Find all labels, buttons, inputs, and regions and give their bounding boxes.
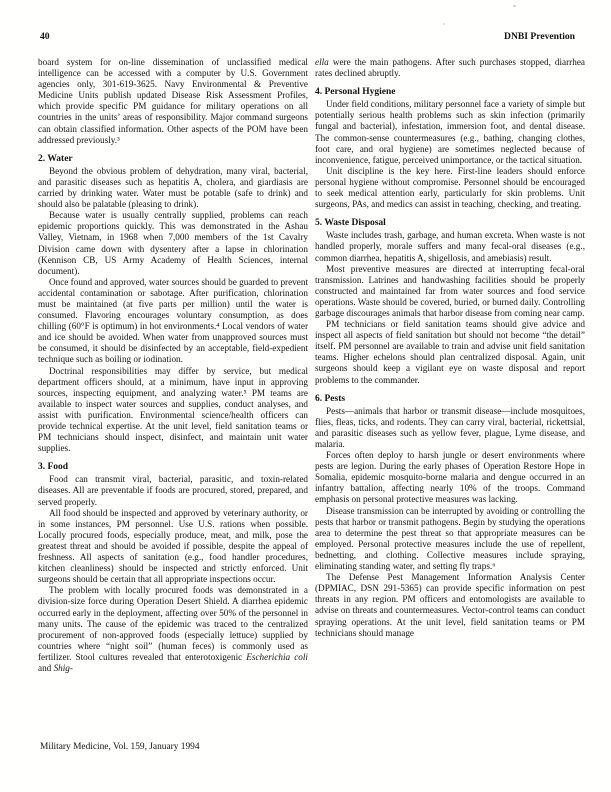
paragraph-intro-continuation: board system for on-line dissemination of unclassified medical intelligence can be accessed with a computer by U.S. Government agencies only, 301-619-3625. Navy Environmental & Preventive Medicine Units publish updated Disease Risk Assessment Profiles, which provide specific PM guidance for military operations on all countries in the units’ areas of responsibility. Major command surgeons can obtain classified information. Other aspects of the POM have been addressed previously.³: [38, 57, 308, 145]
right-column: [315, 57, 585, 674]
paragraph-food-continuation-rest: were the main pathogens. After such purchases stopped, diarrhea rates declined abruptly.: [315, 57, 585, 79]
paragraph-pests-4: The Defense Pest Management Information Analysis Center (DPMIAC, DSN 291-5365) can provide specific information on pest threats in any region. PM officers and entomologists are available to advise on threats and countermeasures. Vector-control teams can conduct spraying operations. At the unit level, field sanitation teams or PM technicians should manage: [315, 572, 585, 638]
running-header-row: [40, 31, 575, 42]
species-name-ecoli: Escherichia coli: [246, 651, 308, 662]
paragraph-water-3: Once found and approved, water sources should be guarded to prevent accidental contamination or sabotage. After purification, chlorination must be maintained (at five parts per million) until the water is consumed. Flavoring encourages voluntary consumption, as does chilling (60°F is optimum) in hot environments.⁴ Local vendors of water and ice should be avoided. When water from unapproved sources must be consumed, it should be disinfected by an acceptable, field-expedient technique such as boiling or iodination.: [38, 276, 308, 365]
paragraph-food-3-text: The problem with locally procured foods was demonstrated in a division-size force during Operation Desert Shield. A diarrhea epidemic occurred early in the deployment, affecting over 50% of the personnel in many units. The cause of the epidemic was traced to the centralized procurement of non-approved foods (especially lettuce) supplied by countries where “night soil” (human feces) is commonly used as fertilizer. Stool cultures revealed that enterotoxigenic: [38, 585, 308, 662]
section-heading-personal-hygiene: 4. Personal Hygiene: [315, 87, 396, 98]
paragraph-water-4: Doctrinal responsibilities may differ by service, but medical department officers should, at a minimum, have input in approving sources, inspecting equipment, and analyzing water.⁵ PM teams are available to inspect water sources and supplies, conduct analyses, and assist with purification. Environmental science/health officers can provide technical expertise. At the unit level, field sanitation teams or PM technicians should inspect, disinfect, and maintain unit water supplies.: [38, 365, 308, 454]
section-heading-waste-disposal: 5. Waste Disposal: [315, 218, 386, 229]
paragraph-food-3-mid: and: [38, 662, 54, 673]
scan-speck: [443, 23, 445, 25]
two-column-body: [38, 57, 586, 674]
scan-speck: [513, 5, 516, 7]
paragraph-waste-2: Most preventive measures are directed at interrupting fecal-oral transmission. Latrines and handwashing facilities should be properly constructed and maintained far from water sources and food service operations. Waste should be covered, buried, or burned daily. Controlling garbage discourages animals that harbor disease from coming near camp.: [315, 263, 585, 318]
section-heading-food: 3. Food: [38, 462, 69, 473]
paragraph-food-continuation: [315, 57, 585, 79]
paragraph-waste-1: Waste includes trash, garbage, and human excreta. When waste is not handled properly, morale suffers and many fecal-oral diseases (e.g., common diarrhea, hepatitis A, shigellosis, and amebiasis) result.: [315, 230, 585, 263]
paragraph-food-1: Food can transmit viral, bacterial, parasitic, and toxin-related diseases. All are preventable if foods are procured, stored, prepared, and served properly.: [38, 474, 308, 507]
paragraph-pests-1: Pests—animals that harbor or transmit disease—include mosquitoes, flies, fleas, ticks, and rodents. They can carry viral, bacterial, rickettsial, and parasitic diseases such as yellow fever, plague, Lyme disease, and malaria.: [315, 405, 585, 449]
paragraph-food-3: [38, 585, 308, 674]
paragraph-pests-3: Disease transmission can be interrupted by avoiding or controlling the pests that harbor or transmit pathogens. Begin by studying the operations area to determine the pest threat so that appropriate measures can be employed. Personal protective measures include the use of repellent, bednetting, and clothing. Collective measures include spraying, eliminating standing water, and setting fly traps.⁶: [315, 505, 585, 572]
section-heading-pests: 6. Pests: [315, 393, 346, 404]
paragraph-hygiene-2: Unit discipline is the key here. First-line leaders should enforce personal hygiene without compromise. Personnel should be encouraged to seek medical attention early, particularly for skin problems. Unit surgeons, PAs, and medics can assist in teaching, checking, and treating.: [315, 165, 585, 210]
paragraph-water-2: Because water is usually centrally supplied, problems can reach epidemic proportions quickly. This was demonstrated in the Ashau Valley, Vietnam, in 1968 when 7,000 members of the 1st Cavalry Division came down with dysentery after a lapse in chlorination (Kennison CB, US Army Academy of Health Sciences, internal document).: [38, 210, 308, 276]
left-column: [38, 57, 308, 674]
paragraph-waste-3: PM technicians or field sanitation teams should give advice and inspect all aspects of field sanitation but should not become “the detail” itself. PM personnel are available to train and advise unit field sanitation teams. Higher echelons should plan centralized disposal. Again, unit surgeons should keep a vigilant eye on waste disposal and report problems to the commander.: [315, 319, 585, 385]
species-name-shigella-continuation: ella: [315, 57, 329, 67]
section-heading-water: 2. Water: [38, 153, 73, 164]
page-number: 40: [40, 31, 50, 42]
species-name-shigella-part: Shig-: [53, 662, 73, 673]
running-header-title: DNBI Prevention: [504, 31, 575, 42]
paragraph-hygiene-1: Under field conditions, military personnel face a variety of simple but potentially serious health problems such as skin infection (primarily fungal and bacterial), infestation, immersion foot, and dental disease. The common-sense countermeasures (e.g., bathing, changing clothes, foot care, and oral hygiene) are sometimes neglected because of inconvenience, fatigue, perceived unimportance, or the tactical situation.: [315, 99, 585, 165]
paragraph-pests-2: Forces often deploy to harsh jungle or desert environments where pests are legion. During the early phases of Operation Restore Hope in Somalia, epidemic mosquito-borne malaria and dengue occurred in an infantry battalion, affecting nearly 10% of the troops. Command emphasis on personal protective measures was lacking.: [315, 450, 585, 505]
paragraph-water-1: Beyond the obvious problem of dehydration, many viral, bacterial, and parasitic diseases such as hepatitis A, cholera, and giardiasis are carried by drinking water. Water must be potable (safe to drink) and should also be palatable (pleasing to drink).: [38, 165, 308, 210]
journal-footer: Military Medicine, Vol. 159, January 1994: [40, 742, 200, 752]
paragraph-food-2: All food should be inspected and approved by veterinary authority, or in some instances, PM personnel. Use U.S. rations when possible. Locally procured foods, especially produce, meat, and milk, pose the greatest threat and should be avoided if possible, despite the appeal of freshness. All aspects of sanitation (e.g., food handler procedures, kitchen cleanliness) should be inspected and strictly enforced. Unit surgeons should be certain that all appropriate inspections occur.: [38, 507, 308, 585]
